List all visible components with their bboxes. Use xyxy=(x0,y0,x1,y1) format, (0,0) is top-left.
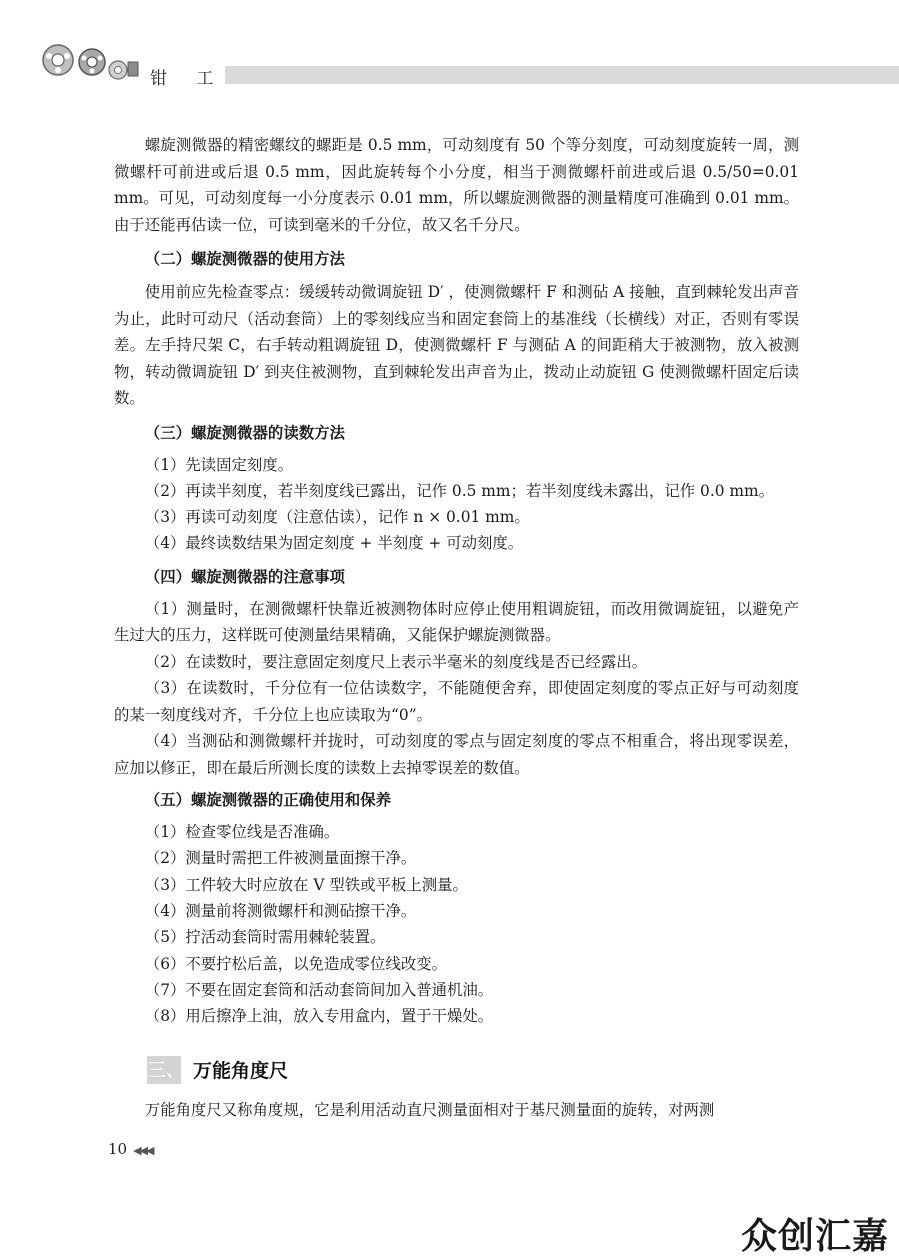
main-content xyxy=(114,120,799,1030)
section-3-title: （三）螺旋测微器的读数方法 xyxy=(144,423,345,442)
list-item: （2）在读数时，要注意固定刻度尺上表示半毫米的刻度线是否已经露出。 xyxy=(144,652,648,671)
list-item: （5）拧活动套筒时需用棘轮装置。 xyxy=(144,928,386,947)
chapter-title: 钳 工 xyxy=(150,69,226,89)
section-3-list xyxy=(114,452,799,557)
page-header xyxy=(0,0,899,110)
list-item: （4）当测砧和测微螺杆并拢时，可动刻度的零点与固定刻度的零点不相重合，将出现零误差，应加以修正，即在最后所测长度的读数上去掉零误差的数值。 xyxy=(114,732,799,777)
list-item: （1）检查零位线是否准确。 xyxy=(144,823,340,842)
list-item: （8）用后擦净上油，放入专用盒内，置于干燥处。 xyxy=(144,1007,494,1026)
header-bar xyxy=(225,66,899,84)
list-item: （7）不要在固定套筒和活动套筒间加入普通机油。 xyxy=(144,980,494,999)
list-item: （4）测量前将测微螺杆和测砧擦干净。 xyxy=(144,902,417,921)
list-item: （2）再读半刻度，若半刻度线已露出，记作 0.5 mm；若半刻度线未露出，记作 0.0 mm。 xyxy=(144,481,774,500)
section-4-title: （四）螺旋测微器的注意事项 xyxy=(144,567,345,586)
section-2-paragraph: 使用前应先检查零点：缓缓转动微调旋钮 D′ ，使测微螺杆 F 和测砧 A 接触，直到棘轮发出声音为止，此时可动尺（活动套筒）上的零刻线应当和固定套筒上的基准线（长横线）对正，否则有零误差。左手持尺架 C，右手转动粗调旋钮 D，使测微螺杆 F 与测砧 A 的间距稍大于被测物，放入被测物，转动微调旋钮 D′ 到夹住被测物，直到棘轮发出声音为止，拨动止动旋钮 G 使测微螺杆固定后读数。 xyxy=(114,283,799,407)
page-footer xyxy=(108,1140,152,1158)
list-item: （3）再读可动刻度（注意估读），记作 n × 0.01 mm。 xyxy=(144,508,530,527)
section-5-title: （五）螺旋测微器的正确使用和保养 xyxy=(144,791,392,810)
section-5-list xyxy=(114,819,799,1029)
list-item: （2）测量时需把工件被测量面擦干净。 xyxy=(144,849,417,868)
list-item: （4）最终读数结果为固定刻度 + 半刻度 + 可动刻度。 xyxy=(144,534,524,553)
list-item: （3）在读数时，千分位有一位估读数字，不能随便舍弃，即使固定刻度的零点正好与可动刻度的某一刻度线对齐，千分位上也应读取为“0”。 xyxy=(114,679,799,724)
list-item: （1）先读固定刻度。 xyxy=(144,455,294,474)
page-number: 10 xyxy=(108,1140,128,1158)
section-4-list xyxy=(114,596,799,782)
watermark: 众创汇嘉 xyxy=(741,1216,890,1257)
major-section-title: 万能角度尺 xyxy=(193,1060,289,1082)
threading-die-icon xyxy=(40,42,140,84)
page-arrows-icon: ◀◀◀ xyxy=(133,1144,153,1157)
list-item: （6）不要拧松后盖，以免造成零位线改变。 xyxy=(144,954,448,973)
section-2-title: （二）螺旋测微器的使用方法 xyxy=(144,250,345,268)
list-item: （1）测量时，在测微螺杆快靠近被测物体时应停止使用粗调旋钮，而改用微调旋钮，以避免产生过大的压力，这样既可使测量结果精确，又能保护螺旋测微器。 xyxy=(114,599,799,645)
list-item: （3）工件较大时应放在 V 型铁或平板上测量。 xyxy=(144,875,468,894)
major-section-number: 三、 xyxy=(147,1059,186,1081)
final-paragraph: 万能角度尺又称角度规，它是利用活动直尺测量面相对于基尺测量面的旋转，对两测 xyxy=(144,1101,715,1119)
intro-paragraph: 螺旋测微器的精密螺纹的螺距是 0.5 mm，可动刻度有 50 个等分刻度，可动刻度旋转一周，测微螺杆可前进或后退 0.5 mm，因此旋转每个小分度，相当于测微螺杆前进或后退 0.5/50=0.01 mm。可见，可动刻度每一小分度表示 0.01 mm，所以螺旋测微器的测量精度可准确到 0.01 mm。由于还能再估读一位，可读到毫米的千分位，故又名千分尺。 xyxy=(114,136,799,234)
